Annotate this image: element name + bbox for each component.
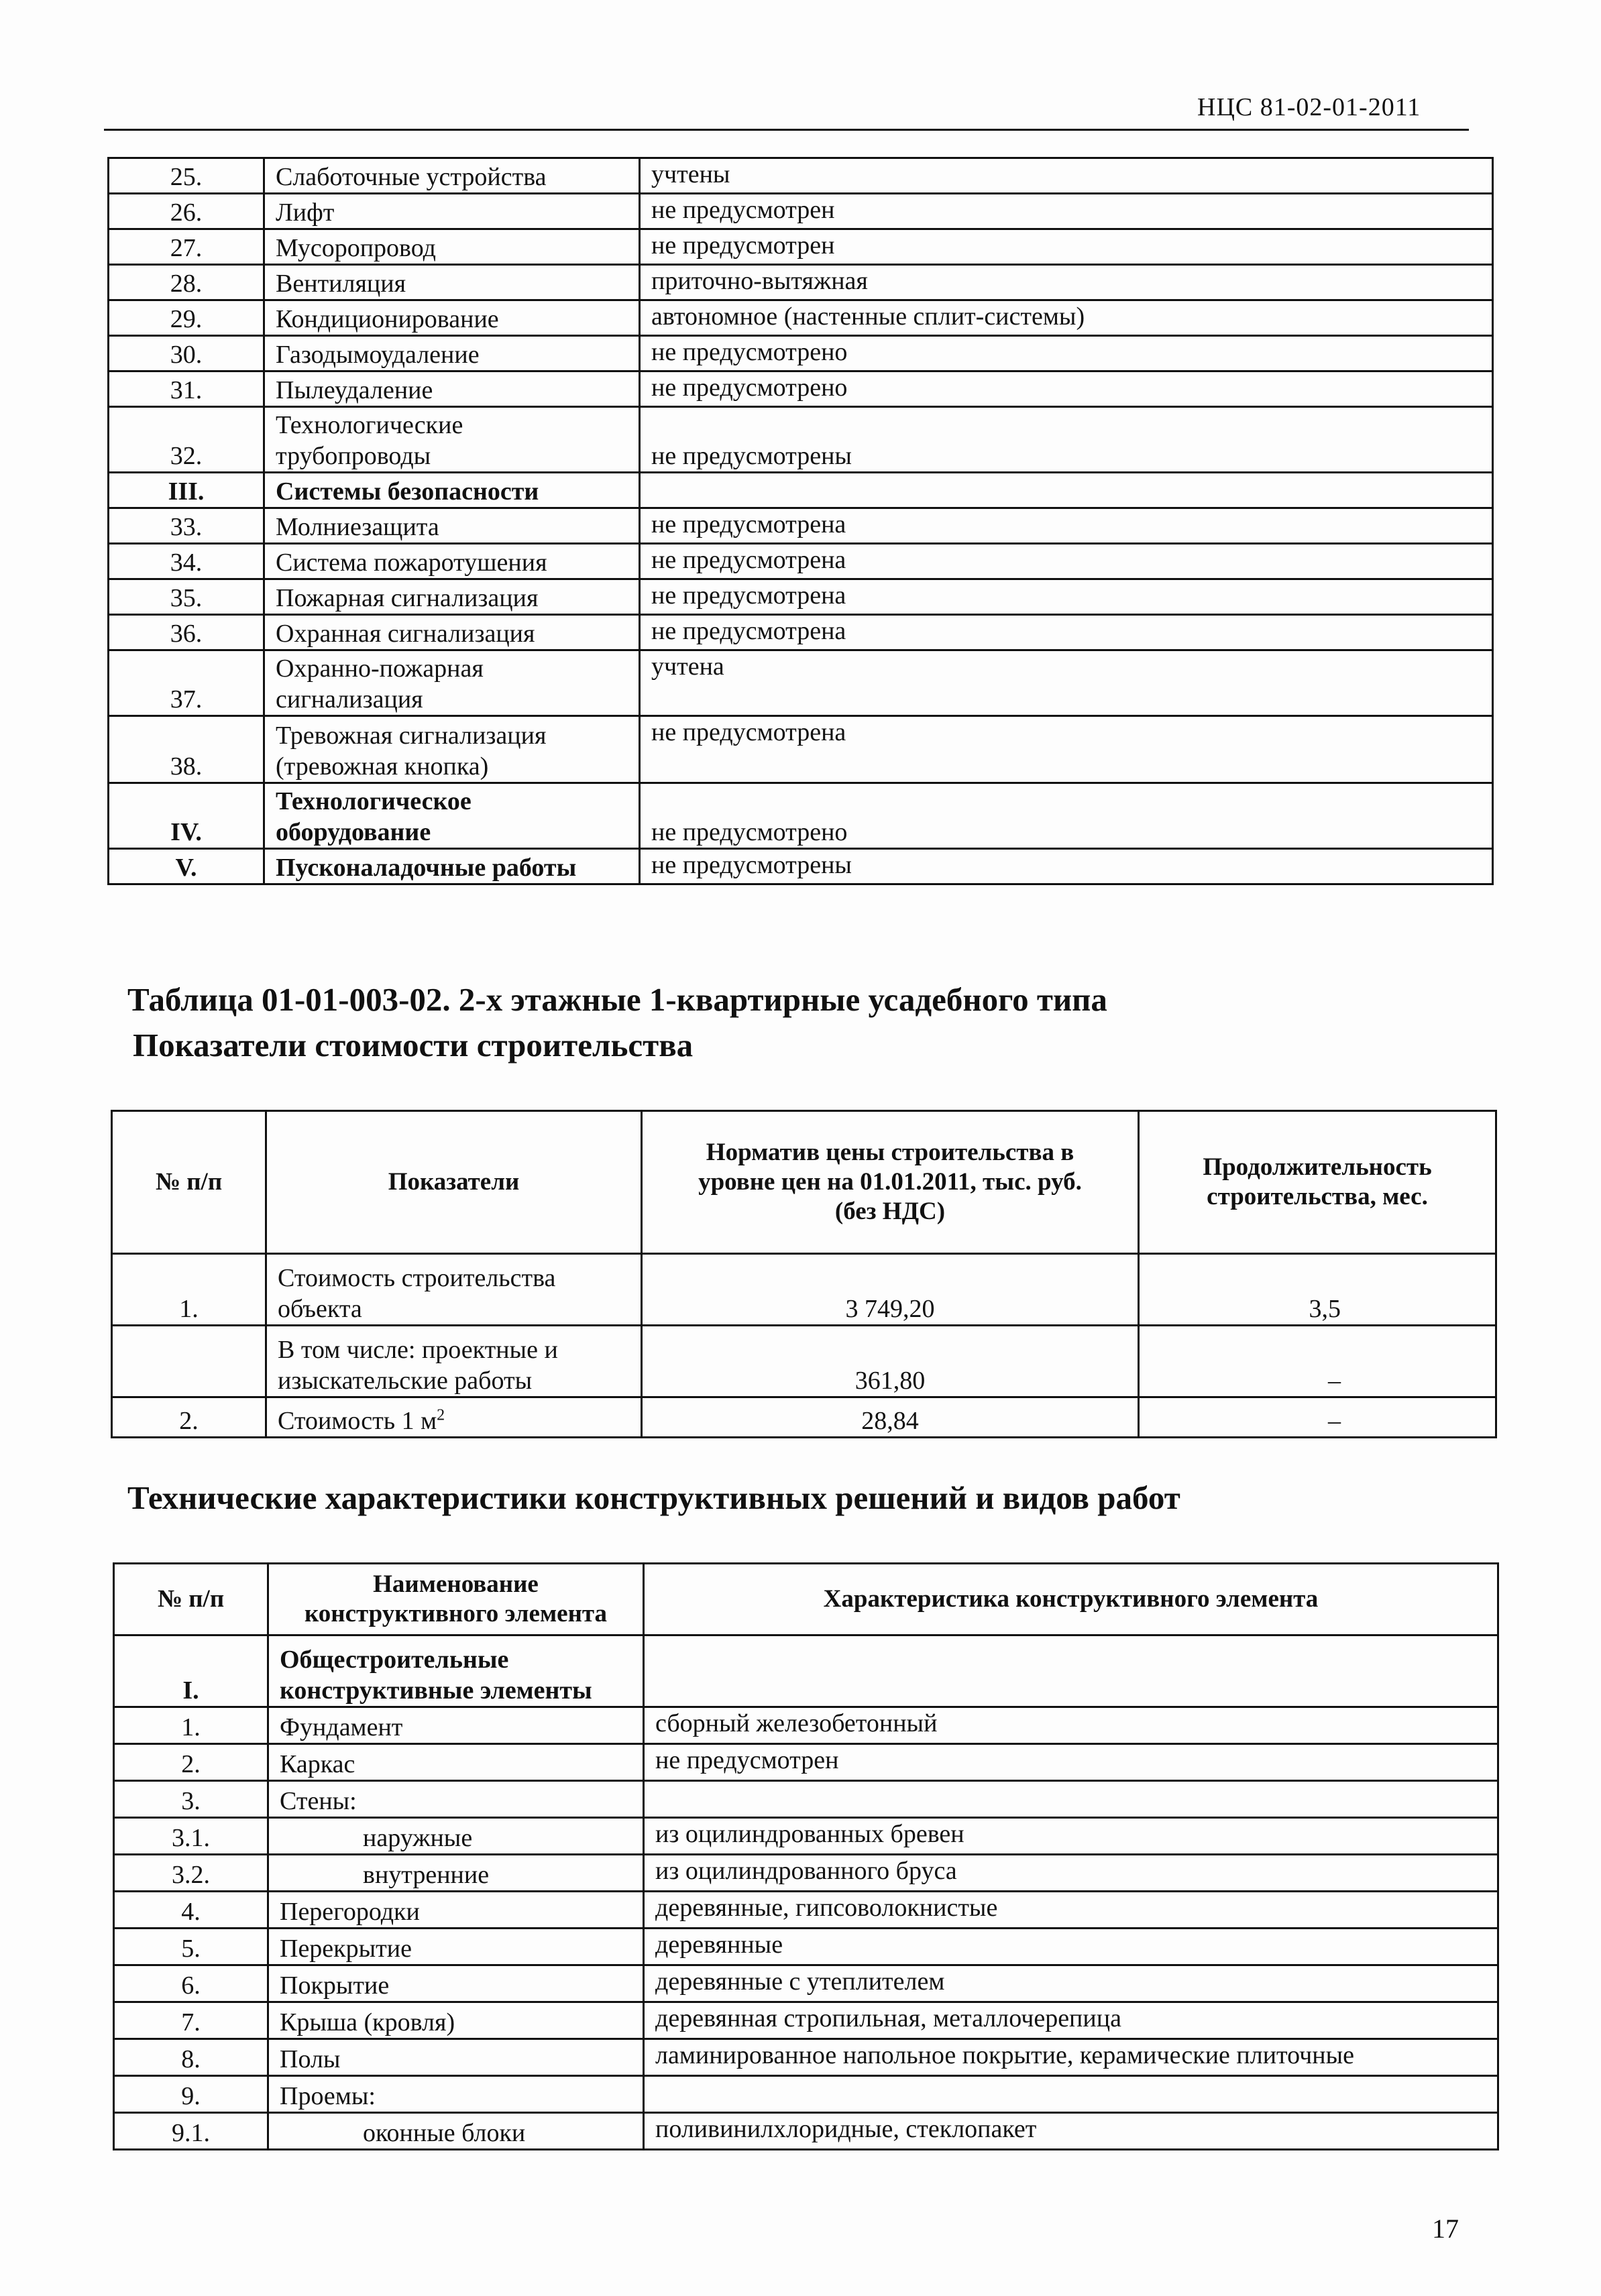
section-name: [268, 1635, 644, 1707]
table-row: [109, 716, 1493, 783]
row-value: [644, 2076, 1498, 2113]
row-name-line-2: изыскательские работы: [278, 1367, 533, 1395]
row-name: [264, 716, 640, 783]
row-duration: –: [1139, 1326, 1496, 1397]
row-number: 27.: [109, 229, 264, 265]
row-name: Газодымоудаление: [264, 336, 640, 371]
table-row: [114, 1707, 1498, 1744]
row-name-line-2: трубопроводы: [276, 442, 431, 470]
table-row: [109, 849, 1493, 884]
row-number: 5.: [114, 1929, 268, 1965]
row-name-line-1: Охранно-пожарная: [276, 654, 484, 683]
header-element-name: [268, 1564, 644, 1635]
row-value: не предусмотрено: [640, 783, 1493, 849]
table-row: [114, 1965, 1498, 2002]
row-value: не предусмотрено: [640, 371, 1493, 407]
table-row: [114, 1818, 1498, 1855]
row-number: 35.: [109, 579, 264, 615]
table-row: [112, 1397, 1496, 1438]
table-row: [109, 473, 1493, 508]
header-price-norm-line-2: уровне цен на 01.01.2011, тыс. руб.: [698, 1168, 1082, 1196]
row-value: не предусмотрена: [640, 716, 1493, 783]
row-name: Кондиционирование: [264, 300, 640, 336]
row-value: не предусмотрен: [640, 229, 1493, 265]
section-name: [264, 783, 640, 849]
row-value: не предусмотрена: [640, 544, 1493, 579]
header-duration: [1139, 1111, 1496, 1254]
row-name: Крыша (кровля): [268, 2002, 644, 2039]
row-value: автономное (настенные сплит-системы): [640, 300, 1493, 336]
table-row: [109, 783, 1493, 849]
table-row: [109, 371, 1493, 407]
table-row: [109, 336, 1493, 371]
section-name: Системы безопасности: [264, 473, 640, 508]
row-value: из оцилиндрованного бруса: [644, 1855, 1498, 1892]
row-duration: 3,5: [1139, 1254, 1496, 1326]
table-row: [109, 615, 1493, 650]
header-element-name-line-1: Наименование: [373, 1570, 539, 1598]
row-number: 38.: [109, 716, 264, 783]
row-number: 4.: [114, 1892, 268, 1929]
row-name: [266, 1254, 642, 1326]
row-name: оконные блоки: [268, 2113, 644, 2150]
row-number: 2.: [114, 1744, 268, 1781]
row-name: Покрытие: [268, 1965, 644, 2002]
row-name: Фундамент: [268, 1707, 644, 1744]
row-name: Пылеудаление: [264, 371, 640, 407]
row-number: 8.: [114, 2039, 268, 2076]
row-value: не предусмотрено: [640, 336, 1493, 371]
section-name-line-2: оборудование: [276, 818, 431, 846]
systems-table: [107, 157, 1494, 885]
row-value: деревянные с утеплителем: [644, 1965, 1498, 2002]
table-row: [109, 229, 1493, 265]
table-row: [112, 1254, 1496, 1326]
row-name-line-2: сигнализация: [276, 685, 423, 713]
table-row: [109, 194, 1493, 229]
row-number: [112, 1326, 266, 1397]
table-row: [109, 650, 1493, 716]
table-row: [114, 2076, 1498, 2113]
row-value: учтена: [640, 650, 1493, 716]
table-row: [109, 407, 1493, 473]
row-number: 25.: [109, 158, 264, 194]
cost-indicators-table: [111, 1110, 1497, 1438]
section-number: IV.: [109, 783, 264, 849]
row-name: Система пожаротушения: [264, 544, 640, 579]
row-number: 31.: [109, 371, 264, 407]
table-row: [109, 300, 1493, 336]
row-value: не предусмотрены: [640, 849, 1493, 884]
table-row: [114, 2039, 1498, 2076]
row-value: [644, 1781, 1498, 1818]
header-indicator: Показатели: [266, 1111, 642, 1254]
row-duration: –: [1139, 1397, 1496, 1438]
row-name: Охранная сигнализация: [264, 615, 640, 650]
row-value: деревянные: [644, 1929, 1498, 1965]
row-name: Слаботочные устройства: [264, 158, 640, 194]
header-rule: [104, 129, 1469, 131]
row-value: деревянные, гипсоволокнистые: [644, 1892, 1498, 1929]
row-value: не предусмотрена: [640, 508, 1493, 544]
section-title: Технические характеристики конструктивных решений и видов работ: [127, 1479, 1180, 1516]
row-name: Пожарная сигнализация: [264, 579, 640, 615]
row-value: приточно-вытяжная: [640, 265, 1493, 300]
row-name: Мусоропровод: [264, 229, 640, 265]
table-row: [114, 1892, 1498, 1929]
header-price-norm-line-3: (без НДС): [834, 1198, 946, 1225]
row-value: из оцилиндрованных бревен: [644, 1818, 1498, 1855]
row-number: 2.: [112, 1397, 266, 1438]
construction-elements-table: [113, 1562, 1499, 2150]
table-header-row: [112, 1111, 1496, 1254]
row-number: 3.: [114, 1781, 268, 1818]
row-number: 9.: [114, 2076, 268, 2113]
header-price-norm: [642, 1111, 1139, 1254]
row-name: Молниезащита: [264, 508, 640, 544]
document-code: НЦС 81-02-01-2011: [1197, 93, 1421, 121]
row-value: ламинированное напольное покрытие, керамические плиточные: [644, 2039, 1498, 2076]
row-price: 361,80: [642, 1326, 1139, 1397]
table-title: Таблица 01-01-003-02. 2-х этажные 1-квартирные усадебного типа: [127, 981, 1107, 1018]
row-price: 3 749,20: [642, 1254, 1139, 1326]
table-row: [114, 1781, 1498, 1818]
table-row: [114, 1744, 1498, 1781]
row-number: 26.: [109, 194, 264, 229]
row-number: 6.: [114, 1965, 268, 2002]
row-number: 28.: [109, 265, 264, 300]
row-name: Каркас: [268, 1744, 644, 1781]
row-value: не предусмотрены: [640, 407, 1493, 473]
row-number: 37.: [109, 650, 264, 716]
header-element-description: Характеристика конструктивного элемента: [644, 1564, 1498, 1635]
row-name-line-2: (тревожная кнопка): [276, 752, 489, 781]
row-name: Проемы:: [268, 2076, 644, 2113]
row-number: 34.: [109, 544, 264, 579]
table-row: [114, 2113, 1498, 2150]
row-number: 30.: [109, 336, 264, 371]
table-row: [109, 158, 1493, 194]
table-row: [109, 265, 1493, 300]
row-name: [264, 407, 640, 473]
row-value: сборный железобетонный: [644, 1707, 1498, 1744]
row-number: 3.1.: [114, 1818, 268, 1855]
table-subtitle: Показатели стоимости строительства: [133, 1027, 694, 1064]
header-duration-line-1: Продолжительность: [1203, 1153, 1432, 1181]
row-value: не предусмотрена: [640, 615, 1493, 650]
row-value: не предусмотрена: [640, 579, 1493, 615]
header-number: № п/п: [114, 1564, 268, 1635]
row-name: Полы: [268, 2039, 644, 2076]
row-number: 36.: [109, 615, 264, 650]
row-name-line-1: Тревожная сигнализация: [276, 722, 547, 750]
row-name: наружные: [268, 1818, 644, 1855]
page-number: 17: [1432, 2214, 1459, 2244]
section-number: V.: [109, 849, 264, 884]
row-name-line-1: Технологические: [276, 411, 463, 439]
table-row: [109, 508, 1493, 544]
row-number: 7.: [114, 2002, 268, 2039]
row-name: Перекрытие: [268, 1929, 644, 1965]
row-number: 1.: [112, 1254, 266, 1326]
table-row: [109, 579, 1493, 615]
header-element-name-line-2: конструктивного элемента: [304, 1600, 608, 1627]
table-header-row: [114, 1564, 1498, 1635]
row-name-text: Стоимость 1 м: [278, 1407, 437, 1435]
row-name-line-1: Стоимость строительства: [278, 1264, 556, 1292]
table-row: [114, 1929, 1498, 1965]
row-price: 28,84: [642, 1397, 1139, 1438]
row-name-line-2: объекта: [278, 1295, 362, 1323]
section-name-line-2: конструктивные элементы: [280, 1676, 592, 1705]
row-number: 33.: [109, 508, 264, 544]
row-value: не предусмотрен: [644, 1744, 1498, 1781]
row-value: поливинилхлоридные, стеклопакет: [644, 2113, 1498, 2150]
row-value: [640, 473, 1493, 508]
row-value: учтены: [640, 158, 1493, 194]
table-row: [114, 1635, 1498, 1707]
table-row: [114, 2002, 1498, 2039]
section-number: I.: [114, 1635, 268, 1707]
header-duration-line-2: строительства, мес.: [1207, 1183, 1428, 1210]
row-name: Стены:: [268, 1781, 644, 1818]
row-number: 32.: [109, 407, 264, 473]
table-row: [109, 544, 1493, 579]
row-value: деревянная стропильная, металлочерепица: [644, 2002, 1498, 2039]
row-name: внутренние: [268, 1855, 644, 1892]
row-name-line-1: В том числе: проектные и: [278, 1336, 558, 1364]
row-name: Лифт: [264, 194, 640, 229]
row-number: 3.2.: [114, 1855, 268, 1892]
row-value: не предусмотрен: [640, 194, 1493, 229]
row-name: [266, 1326, 642, 1397]
superscript: 2: [437, 1406, 445, 1424]
section-name-line-1: Технологическое: [276, 787, 472, 815]
section-number: III.: [109, 473, 264, 508]
row-number: 29.: [109, 300, 264, 336]
row-name: Перегородки: [268, 1892, 644, 1929]
section-name: Пусконаладочные работы: [264, 849, 640, 884]
section-name-line-1: Общестроительные: [280, 1646, 509, 1674]
header-number: № п/п: [112, 1111, 266, 1254]
header-price-norm-line-1: Норматив цены строительства в: [706, 1139, 1074, 1166]
table-row: [112, 1326, 1496, 1397]
table-row: [114, 1855, 1498, 1892]
row-name: [266, 1397, 642, 1438]
row-name: Вентиляция: [264, 265, 640, 300]
row-name: [264, 650, 640, 716]
row-number: 1.: [114, 1707, 268, 1744]
row-value: [644, 1635, 1498, 1707]
row-number: 9.1.: [114, 2113, 268, 2150]
